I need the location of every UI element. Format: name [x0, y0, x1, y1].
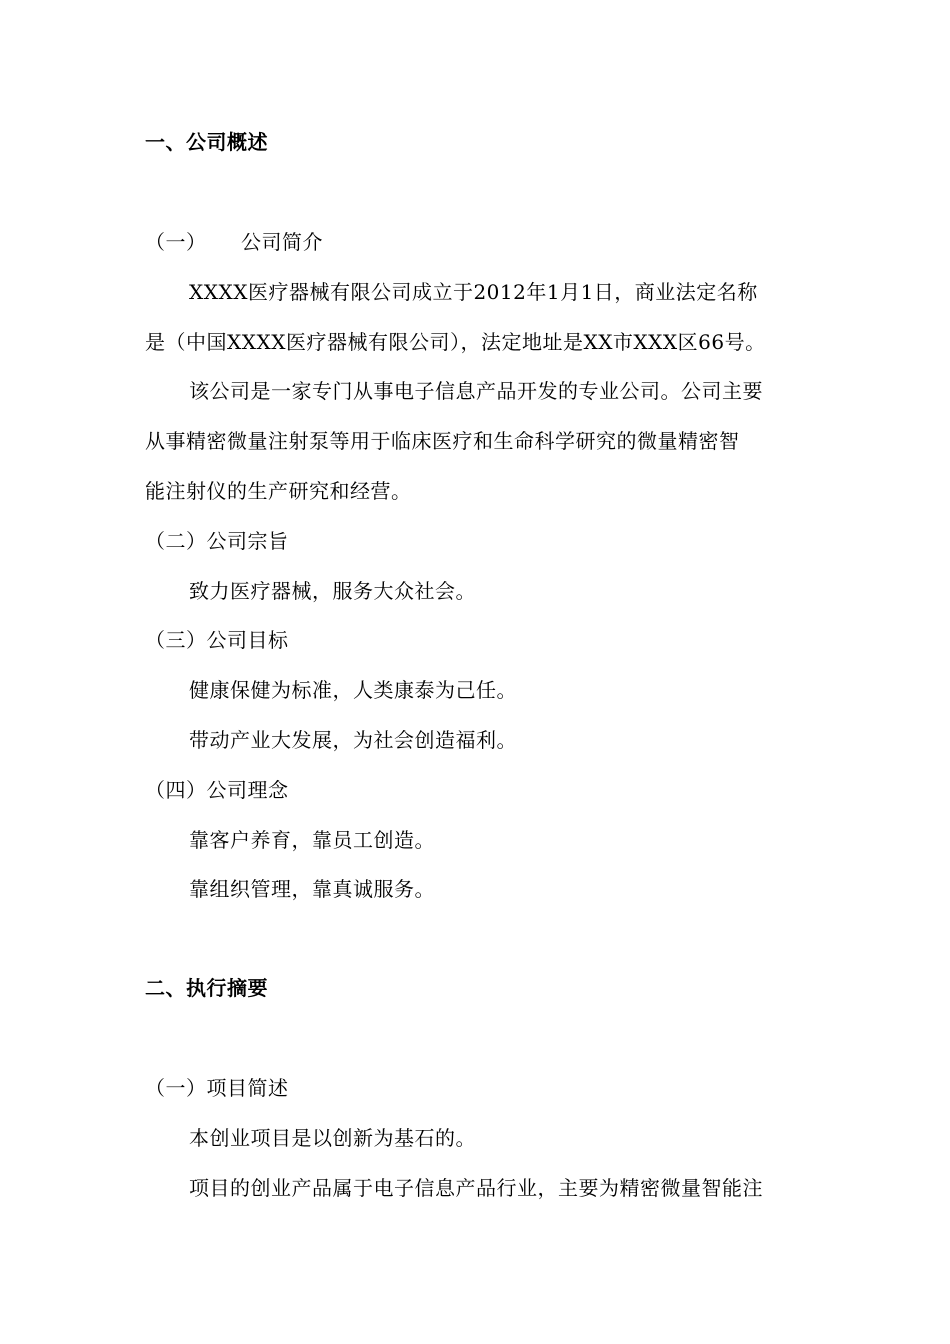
subsection-number: （一）	[145, 230, 207, 254]
paragraph-line: 是（中国XXXX医疗器械有限公司），法定地址是XX市XXX区66号。	[145, 330, 766, 354]
paragraph-line: 致力医疗器械，服务大众社会。	[189, 579, 476, 603]
paragraph-line: 能注射仪的生产研究和经营。	[145, 479, 412, 503]
paragraph-line: 项目的创业产品属于电子信息产品行业，主要为精密微量智能注	[189, 1176, 763, 1200]
subsection-heading-company-intro	[145, 228, 815, 256]
subsection-heading-project-brief: （一）项目简述	[145, 1076, 289, 1100]
paragraph-line: XXXX医疗器械有限公司成立于2012年1月1日，商业法定名称	[189, 280, 758, 304]
paragraph-line: 从事精密微量注射泵等用于临床医疗和生命科学研究的微量精密智	[145, 429, 740, 453]
paragraph-line: 靠客户养育，靠员工创造。	[189, 828, 435, 852]
paragraph-line: 带动产业大发展，为社会创造福利。	[189, 728, 517, 752]
subsection-heading-company-philosophy: （四）公司理念	[145, 778, 289, 802]
subsection-heading-company-goals: （三）公司目标	[145, 628, 289, 652]
paragraph-line: 本创业项目是以创新为基石的。	[189, 1126, 476, 1150]
section-heading-company-overview: 一、公司概述	[145, 130, 268, 154]
paragraph-line: 该公司是一家专门从事电子信息产品开发的专业公司。公司主要	[189, 379, 763, 403]
subsection-title: 公司简介	[241, 230, 323, 254]
paragraph-line: 健康保健为标准，人类康泰为己任。	[189, 678, 517, 702]
subsection-heading-company-purpose: （二）公司宗旨	[145, 529, 289, 553]
paragraph-line: 靠组织管理，靠真诚服务。	[189, 877, 435, 901]
section-heading-executive-summary: 二、执行摘要	[145, 976, 268, 1000]
